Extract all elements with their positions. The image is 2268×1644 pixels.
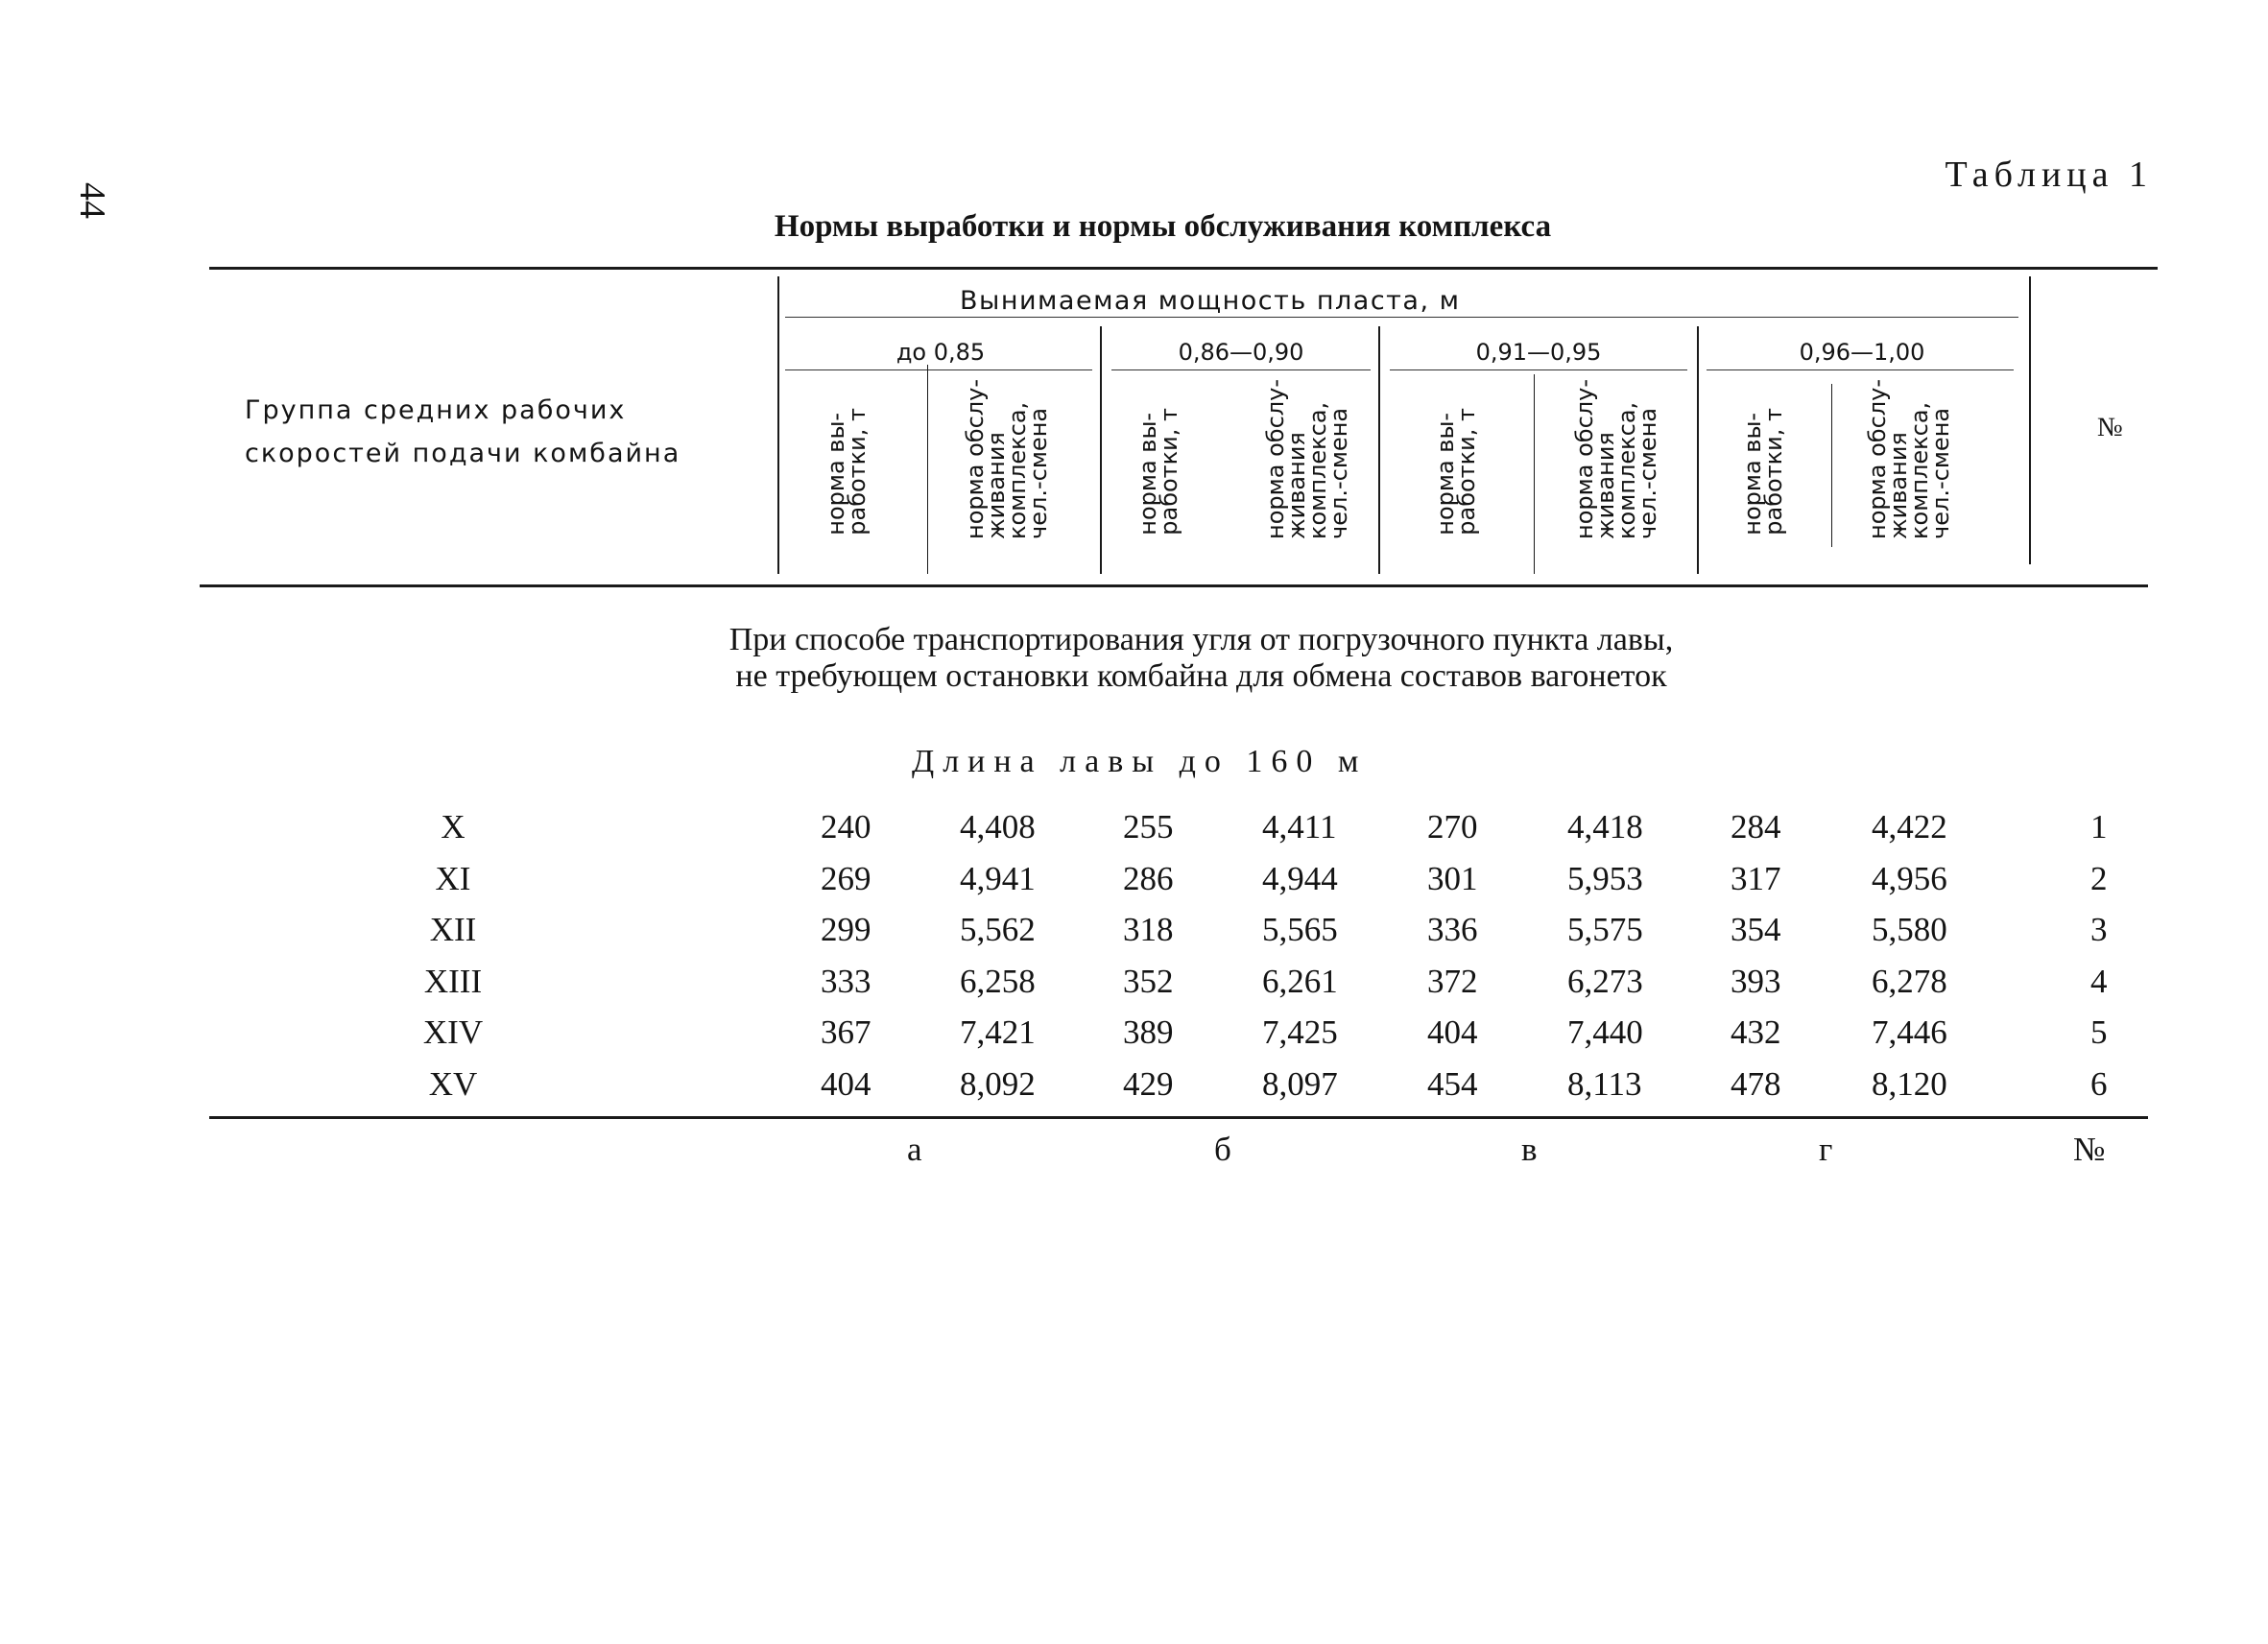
footer-number: №	[2073, 1131, 2106, 1168]
table-cell: 270	[1427, 808, 1478, 846]
row-group: XIV	[422, 1013, 484, 1051]
table-cell: 255	[1123, 808, 1174, 846]
col-output-4: норма вы- работки, т	[1739, 408, 1787, 536]
row-number: 2	[2090, 859, 2108, 897]
table-cell: 367	[821, 1013, 871, 1051]
range-4: 0,96—1,00	[1799, 339, 1925, 366]
table-cell: 269	[821, 859, 871, 897]
table-cell: 454	[1427, 1064, 1478, 1103]
row-number: 4	[2090, 962, 2108, 1000]
table-cell: 284	[1731, 808, 1781, 846]
col-sep	[1100, 326, 1102, 574]
col-output-2: норма вы- работки, т	[1134, 408, 1182, 536]
row-number: 1	[2090, 808, 2108, 846]
table-cell: 432	[1731, 1013, 1781, 1051]
range-rule-1	[785, 369, 1092, 370]
table-cell: 4,944	[1262, 859, 1338, 897]
table-cell: 333	[821, 962, 871, 1000]
group-label	[245, 389, 680, 475]
range-2: 0,86—0,90	[1178, 339, 1304, 366]
table-cell: 7,446	[1872, 1013, 1947, 1051]
range-3: 0,91—0,95	[1475, 339, 1602, 366]
table-cell: 5,565	[1262, 911, 1338, 948]
header-top-rule	[209, 267, 2158, 270]
col-service-1: норма обслу- живания комплекса, чел.-смена	[962, 379, 1052, 539]
table-cell: 8,092	[960, 1064, 1036, 1103]
col-sep	[927, 365, 928, 574]
table-cell: 5,953	[1567, 859, 1643, 897]
table-cell: 4,411	[1262, 808, 1337, 846]
table-cell: 6,261	[1262, 962, 1338, 1000]
table-cell: 352	[1123, 962, 1174, 1000]
row-group: XI	[435, 859, 471, 897]
table-cell: 4,956	[1872, 859, 1947, 897]
table-cell: 286	[1123, 859, 1174, 897]
row-group: XV	[428, 1064, 478, 1103]
table-cell: 478	[1731, 1064, 1781, 1103]
table-cell: 429	[1123, 1064, 1174, 1103]
table-cell: 393	[1731, 962, 1781, 1000]
table-cell: 240	[821, 808, 871, 846]
table-cell: 4,408	[960, 808, 1036, 846]
table-cell: 7,440	[1567, 1013, 1643, 1051]
subtitle-line-1: При способе транспортирования угля от погрузочного пункта лавы,	[728, 622, 1674, 657]
subtitle-line-2: не требующем остановки комбайна для обмена составов вагонеток	[735, 658, 1667, 694]
header-divider-right	[2029, 276, 2031, 564]
footer-g: г	[1819, 1131, 1833, 1168]
footer-v: в	[1521, 1131, 1538, 1168]
footer-a: а	[907, 1131, 922, 1168]
header-divider-left	[777, 276, 779, 574]
table-cell: 5,580	[1872, 911, 1947, 948]
table-bottom-rule	[209, 1116, 2148, 1119]
page-number: 44	[72, 182, 112, 219]
group-label-line-2: скоростей подачи комбайна	[245, 439, 681, 468]
table-title: Нормы выработки и нормы обслуживания комплекса	[774, 209, 1552, 244]
table-cell: 389	[1123, 1013, 1174, 1051]
table-cell: 5,562	[960, 911, 1036, 948]
col-service-4: норма обслу- живания комплекса, чел.-смена	[1864, 379, 1954, 539]
row-number: 6	[2090, 1064, 2108, 1103]
col-sep	[1697, 326, 1699, 574]
thickness-label: Вынимаемая мощность пласта, м	[960, 286, 1461, 316]
table-cell: 372	[1427, 962, 1478, 1000]
table-cell: 404	[821, 1064, 871, 1103]
number-column-header: №	[2097, 413, 2123, 442]
table-label: Таблица 1	[1945, 155, 2153, 195]
table-cell: 336	[1427, 911, 1478, 948]
table-cell: 8,113	[1567, 1064, 1642, 1103]
group-label-line-1: Группа средних рабочих	[245, 395, 627, 425]
range-rule-4	[1707, 369, 2014, 370]
row-group: XII	[429, 911, 477, 948]
length-label: Длина лавы до 160 м	[912, 744, 1368, 779]
table-cell: 8,097	[1262, 1064, 1338, 1103]
col-service-2: норма обслу- живания комплекса, чел.-смена	[1262, 379, 1352, 539]
table-cell: 5,575	[1567, 911, 1643, 948]
range-1: до 0,85	[895, 339, 986, 366]
table-cell: 4,941	[960, 859, 1036, 897]
row-number: 3	[2090, 911, 2108, 948]
table-cell: 4,418	[1567, 808, 1643, 846]
table-cell: 6,258	[960, 962, 1036, 1000]
col-service-3: норма обслу- живания комплекса, чел.-смена	[1571, 379, 1661, 539]
table-cell: 299	[821, 911, 871, 948]
col-output-3: норма вы- работки, т	[1432, 408, 1480, 536]
thickness-rule	[785, 317, 2018, 318]
row-group: X	[441, 808, 466, 846]
table-cell: 7,425	[1262, 1013, 1338, 1051]
table-cell: 317	[1731, 859, 1781, 897]
table-cell: 318	[1123, 911, 1174, 948]
range-rule-2	[1111, 369, 1371, 370]
table-cell: 354	[1731, 911, 1781, 948]
table-cell: 6,273	[1567, 962, 1643, 1000]
col-output-1: норма вы- работки, т	[823, 408, 871, 536]
table-cell: 301	[1427, 859, 1478, 897]
table-cell: 4,422	[1872, 808, 1947, 846]
row-number: 5	[2090, 1013, 2108, 1051]
range-rule-3	[1390, 369, 1687, 370]
table-cell: 404	[1427, 1013, 1478, 1051]
table-cell: 8,120	[1872, 1064, 1947, 1103]
col-sep	[1378, 326, 1380, 574]
row-group: XIII	[423, 962, 483, 1000]
table-cell: 6,278	[1872, 962, 1947, 1000]
col-sep	[1831, 384, 1832, 547]
header-bottom-rule	[200, 584, 2148, 587]
footer-b: б	[1214, 1131, 1231, 1168]
col-sep	[1534, 374, 1535, 574]
table-cell: 7,421	[960, 1013, 1036, 1051]
